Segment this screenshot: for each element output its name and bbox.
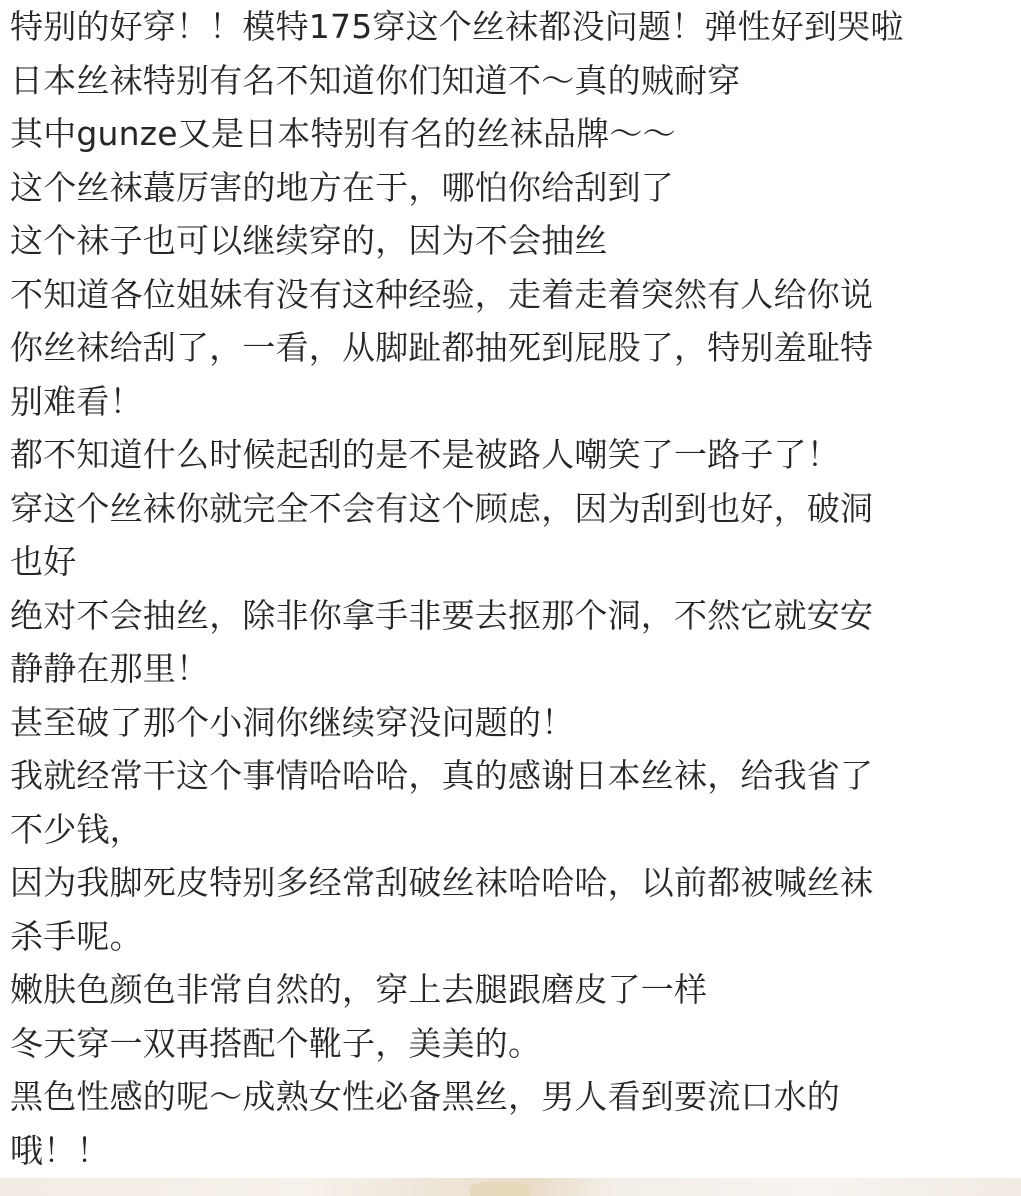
post-text-line: 都不知道什么时候起刮的是不是被路人嘲笑了一路子了！ <box>10 435 840 474</box>
post-text-line: 别难看！ <box>10 381 143 421</box>
post-text-line: 杀手呢。 <box>10 916 143 956</box>
post-text-line: 穿这个丝袜你就完全不会有这个顾虑，因为刮到也好，破洞 <box>10 488 874 528</box>
post-text-line: 这个袜子也可以继续穿的，因为不会抽丝 <box>10 221 608 260</box>
post-text-line: 特别的好穿！！模特175穿这个丝袜都没问题！弹性好到哭啦 <box>10 7 904 46</box>
post-text-line: 绝对不会抽丝，除非你拿手非要去抠那个洞，不然它就安安 <box>10 595 874 635</box>
post-text-line: 也好 <box>10 542 77 581</box>
post-text-line: 甚至破了那个小洞你继续穿没问题的！ <box>10 702 575 742</box>
post-text-line: 你丝袜给刮了，一看，从脚趾都抽死到屁股了，特别羞耻特 <box>10 328 874 367</box>
post-text-line: 我就经常干这个事情哈哈哈，真的感谢日本丝袜，给我省了 <box>10 756 874 795</box>
post-text-line: 嫩肤色颜色非常自然的，穿上去腿跟磨皮了一样 <box>10 970 708 1009</box>
post-text-line: 不少钱， <box>10 809 143 849</box>
post-text-line: 不知道各位姐妹有没有这种经验，走着走着突然有人给你说 <box>10 274 874 314</box>
post-text-line: 日本丝袜特别有名不知道你们知道不～真的贼耐穿 <box>10 60 741 100</box>
post-text-line: 因为我脚死皮特别多经常刮破丝袜哈哈哈，以前都被喊丝袜 <box>10 863 874 902</box>
post-text-line: 冬天穿一双再搭配个靴子，美美的。 <box>10 1023 542 1063</box>
post-text-line: 这个丝袜蕞厉害的地方在于，哪怕你给刮到了 <box>10 167 674 207</box>
post-body <box>10 0 1010 1177</box>
post-text-line: 哦！！ <box>10 1130 110 1170</box>
post-text-line: 静静在那里！ <box>10 649 210 688</box>
product-image-preview[interactable] <box>0 1178 1021 1196</box>
post-text-line: 其中gunze又是日本特别有名的丝袜品牌～～ <box>10 114 676 153</box>
post-text-line: 黑色性感的呢～成熟女性必备黑丝，男人看到要流口水的 <box>10 1077 840 1116</box>
